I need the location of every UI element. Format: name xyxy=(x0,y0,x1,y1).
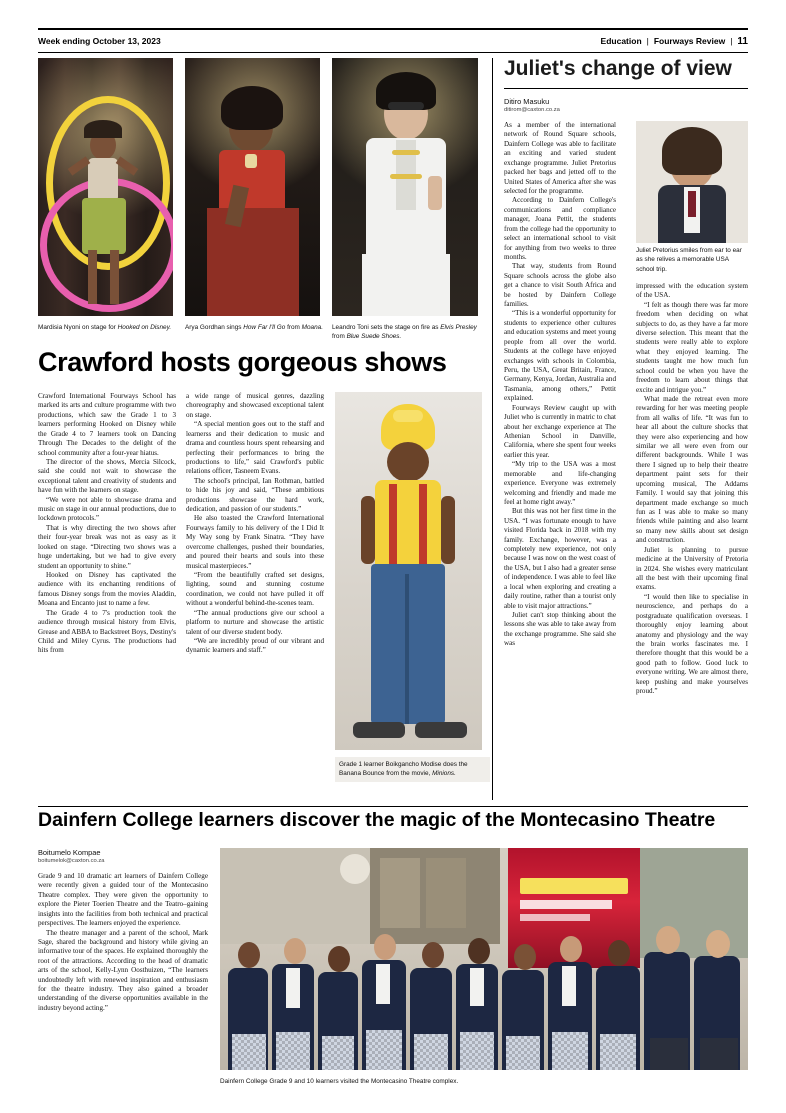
article2-column-1 xyxy=(504,121,616,649)
paragraph: “I felt as though there was far more freedom when deciding on what subjects to do, as they have a far more diverse selection. This meant that the students were really able to explore what they enjoyed learning. The students taught me how much fun school could be when you have the freedom to learn about things that excite and intrigue you.” xyxy=(636,300,748,394)
caption-photo-1 xyxy=(38,323,173,332)
caption-juliet-portrait: Juliet Pretorius smiles from ear to ear as she relives a memorable USA school trip. xyxy=(636,247,742,273)
paragraph: That is why directing the two shows after their four-year break was not as easy as it looked on stage. “Directing two shows was a huge undertaking, but we had to give every student an opportunity to shine.” xyxy=(38,523,176,570)
masthead-publication: Fourways Review xyxy=(653,35,726,46)
paragraph: That way, students from Round Square schools across the globe also get a chance to visit South Africa and be hosted by Dainfern College families. xyxy=(504,262,616,309)
vertical-divider xyxy=(492,58,493,800)
paragraph: “I would then like to specialise in neuroscience, and perhaps do a postgraduate qualification overseas. I thoroughly enjoy learning about anatomy and physiology and the way the brain works fascinates me. I therefore thought that this would be a good path to follow. Good luck to everyone writing. We are almost there, keep pushing and make yourselves proud.” xyxy=(636,592,748,696)
article3-byline-email: boitumelok@caxton.co.za xyxy=(38,858,105,864)
caption-text: Mardisia Nyoni on stage for xyxy=(38,324,118,331)
article1-column-2 xyxy=(186,392,324,656)
masthead-divider-2: | xyxy=(730,35,733,46)
paragraph: Hooked on Disney has captivated the audience with its enchanting renditions of famous Disney songs from the movies Aladdin, Moana and Encanto just to name a few. xyxy=(38,571,176,608)
photo-elvis-presley xyxy=(332,58,478,316)
article1-headline: Crawford hosts gorgeous shows xyxy=(38,347,447,377)
article2-byline-email: ditirom@caxton.co.za xyxy=(504,107,560,114)
paragraph: The school's principal, Ian Rothman, battled to hide his joy and said, “These ambitious productions showcase the hard work, dedication, and passion of our students.” xyxy=(186,476,324,514)
article1-column-1 xyxy=(38,392,176,656)
paragraph: “We were not able to showcase drama and music on stage in our annual productions, due to lockdown protocols.” xyxy=(38,495,176,523)
masthead-date: Week ending October 13, 2023 xyxy=(38,36,161,46)
article3-column-1 xyxy=(38,872,208,1013)
paragraph: a wide range of musical genres, dazzling choreography and showcased exceptional talent on stage. xyxy=(186,392,324,419)
caption-text: Leandro Toni sets the stage on fire as xyxy=(332,324,441,331)
caption-text-2: from xyxy=(332,333,347,341)
horizontal-divider xyxy=(38,806,748,807)
masthead-section: Education xyxy=(600,35,642,46)
article1-body xyxy=(38,392,482,800)
paragraph: impressed with the education system of the USA. xyxy=(636,281,748,300)
paragraph: The theatre manager and a parent of the school, Mark Sage, shared the background and history while giving an informative tour of the spaces. He explained thoroughly the root of the attractions. According to the head of dramatic arts of the school, Kelly-Lynn Oosthuizen, “The learners undoubtedly left with renewed inspiration and enthusiasm for the theatre industry. They also gained a broader understanding of the diverse opportunities available in the industry beyond acting.” xyxy=(38,928,208,1012)
caption-italic: How Far I'll Go xyxy=(243,324,286,331)
caption-text-2: from xyxy=(285,324,302,331)
caption-photo-3 xyxy=(332,323,478,342)
photo-moana-singer xyxy=(185,58,320,316)
paragraph: “The annual productions give our school a platform to nurture and showcase the artistic talent of our diverse student body. xyxy=(186,608,324,636)
paragraph: According to Dainfern College's communications and compliance manager, Joana Pettit, the students from the college had the opportunity to select an international school to visit for anything from two weeks to three months. xyxy=(504,196,616,261)
article2-column-2-text xyxy=(636,282,748,697)
caption-italic: Elvis Presley xyxy=(440,324,477,331)
caption-italic-2: Moana. xyxy=(301,324,323,331)
caption-text: Arya Gordhan sings xyxy=(185,324,244,331)
paragraph: Juliet is planning to pursue medicine at the University of Pretoria in 2024. She wishes every matriculant all the best with their upcoming final exams. xyxy=(636,545,748,592)
caption-italic-2: Blue Suede Shoes. xyxy=(346,333,402,341)
paragraph: What made the retreat even more rewarding for her was meeting people from all walks of life. “It was fun to hear all about the culture shocks that they were also experiencing and how similar we all were even from our different backgrounds. While I was there I signed up to help their theatre department paint sets for their upcoming musical, The Addams Family. I would say that joining this department made exchange so much fun as I was able to make so many friends while painting and also learnt so many new skills about set design and construction. xyxy=(636,394,748,545)
paragraph: Juliet can't stop thinking about the lessons she was able to take away from the exchange programme. She said she was xyxy=(504,610,616,648)
paragraph: “This is a wonderful opportunity for students to experience other cultures and education systems and meet young people from all over the world. Students at the college have enjoyed exchanges with schools in Colombia, Peru, the USA, Great Britain, France, Germany, Kenya, Jordan, Australia and Tasmania, among others,” Pettit explained. xyxy=(504,309,616,403)
top-photo-row xyxy=(38,58,478,348)
paragraph: Crawford International Fourways School has marked its arts and culture programme with two productions, which saw the Grade 1 to 3 learners performing Hooked on Disney while the Grade 4 to 7 learners took on Dancing Through The Decades to the delight of the school community after a four-year hiatus. xyxy=(38,392,176,457)
photo-juliet-pretorius xyxy=(636,121,748,243)
paragraph: The Grade 4 to 7's production took the audience through musical history from Elvis, Grease and ABBA to Backstreet Boys, Destiny's Child and Miley Cyrus. The productions had hits from xyxy=(38,608,176,655)
article3-headline: Dainfern College learners discover the magic of the Montecasino Theatre xyxy=(38,809,716,831)
paragraph: As a member of the international network of Round Square schools, Dainfern College was able to facilitate an exciting and varied student exchange programme. Juliet Pretorius packed her bags and jetted off to the United States of America after she was selected for the programme. xyxy=(504,121,616,195)
paragraph: He also toasted the Crawford International Fourways family to his delivery of the I Did It My Way song by Frank Sinatra. “They have overcome challenges, pushed their boundaries, and poured their hearts and souls into these musical masterpieces.” xyxy=(186,514,324,570)
article2-rule xyxy=(504,88,748,89)
caption-minions-photo xyxy=(335,757,490,782)
paragraph: “We are incredibly proud of our vibrant and dynamic learners and staff.” xyxy=(186,636,324,655)
paragraph: “A special mention goes out to the staff and learnerss and their dedication to music and drama and countless hours spent rehearsing and perfecting their performances to bring the productions to life,” said Crawford's public relations officer, Tasneem Evans. xyxy=(186,420,324,476)
article2-columns xyxy=(504,121,748,833)
caption-text: Grade 1 learner Boikgancho Modise does the Banana Bounce from the movie, xyxy=(339,761,468,778)
masthead-divider: | xyxy=(646,35,649,46)
paragraph: “My trip to the USA was a most memorable and life-changing experience. Everyone was extremely welcoming and friendly and made me feel at home right away.” xyxy=(504,460,616,506)
masthead-page-number: 11 xyxy=(737,35,748,47)
paragraph: Fourways Review caught up with Juliet who is currently in matric to chat about her exchange experience at The Athenian School in Danville, California, where she spent four weeks earlier this year. xyxy=(504,403,616,459)
caption-italic: Hooked on Disney. xyxy=(117,324,172,331)
article2-byline: Ditiro Masuku xyxy=(504,97,550,107)
caption-montecasino-photo: Dainfern College Grade 9 and 10 learners visited the Montecasino Theatre complex. xyxy=(220,1078,459,1085)
photo-hooked-on-disney xyxy=(38,58,173,316)
paragraph: But this was not her first time in the USA. “I was fortunate enough to have visited Florida back in 2018 with my family. Exchange, however, was a completely new experience, not only because I was now on the west coast of the USA, but I also had a greater sense of independence. I was able to feel like a local when exploring and creating a daily routine, rather than a tourist only able to visit major attractions.” xyxy=(504,507,616,610)
paragraph: The director of the shows, Mercia Silcock, said she could not wait to showcase the exceptional talent and creativity of students and have fun with the learners on stage. xyxy=(38,457,176,495)
article2-headline: Juliet's change of view xyxy=(504,57,732,80)
article2 xyxy=(504,58,748,833)
masthead-right xyxy=(601,36,748,47)
article3 xyxy=(38,848,208,1013)
paragraph: “From the beautifully crafted set designs, lighting, sound and stunning costume coordination, we could not have pulled it off without a wonderful behind-the-scenes team. xyxy=(186,571,324,608)
masthead xyxy=(38,28,748,53)
article2-column-2 xyxy=(636,121,748,696)
photo-minions-learner xyxy=(335,392,482,750)
paragraph: Grade 9 and 10 dramatic art learners of Dainfern College were recently given a guided tour of the Montecasino Theatre complex. They were given the opportunity to explore the Pieter Toerien Theatre and the Teatro–gaining insights into the facilities from both technical and practical perspectives. The learners enjoyed the experience. xyxy=(38,872,208,928)
caption-photo-2 xyxy=(185,323,323,332)
photo-montecasino-group xyxy=(220,848,748,1070)
caption-italic: Minions. xyxy=(432,770,456,778)
article3-byline: Boitumelo Kompae xyxy=(38,848,101,857)
